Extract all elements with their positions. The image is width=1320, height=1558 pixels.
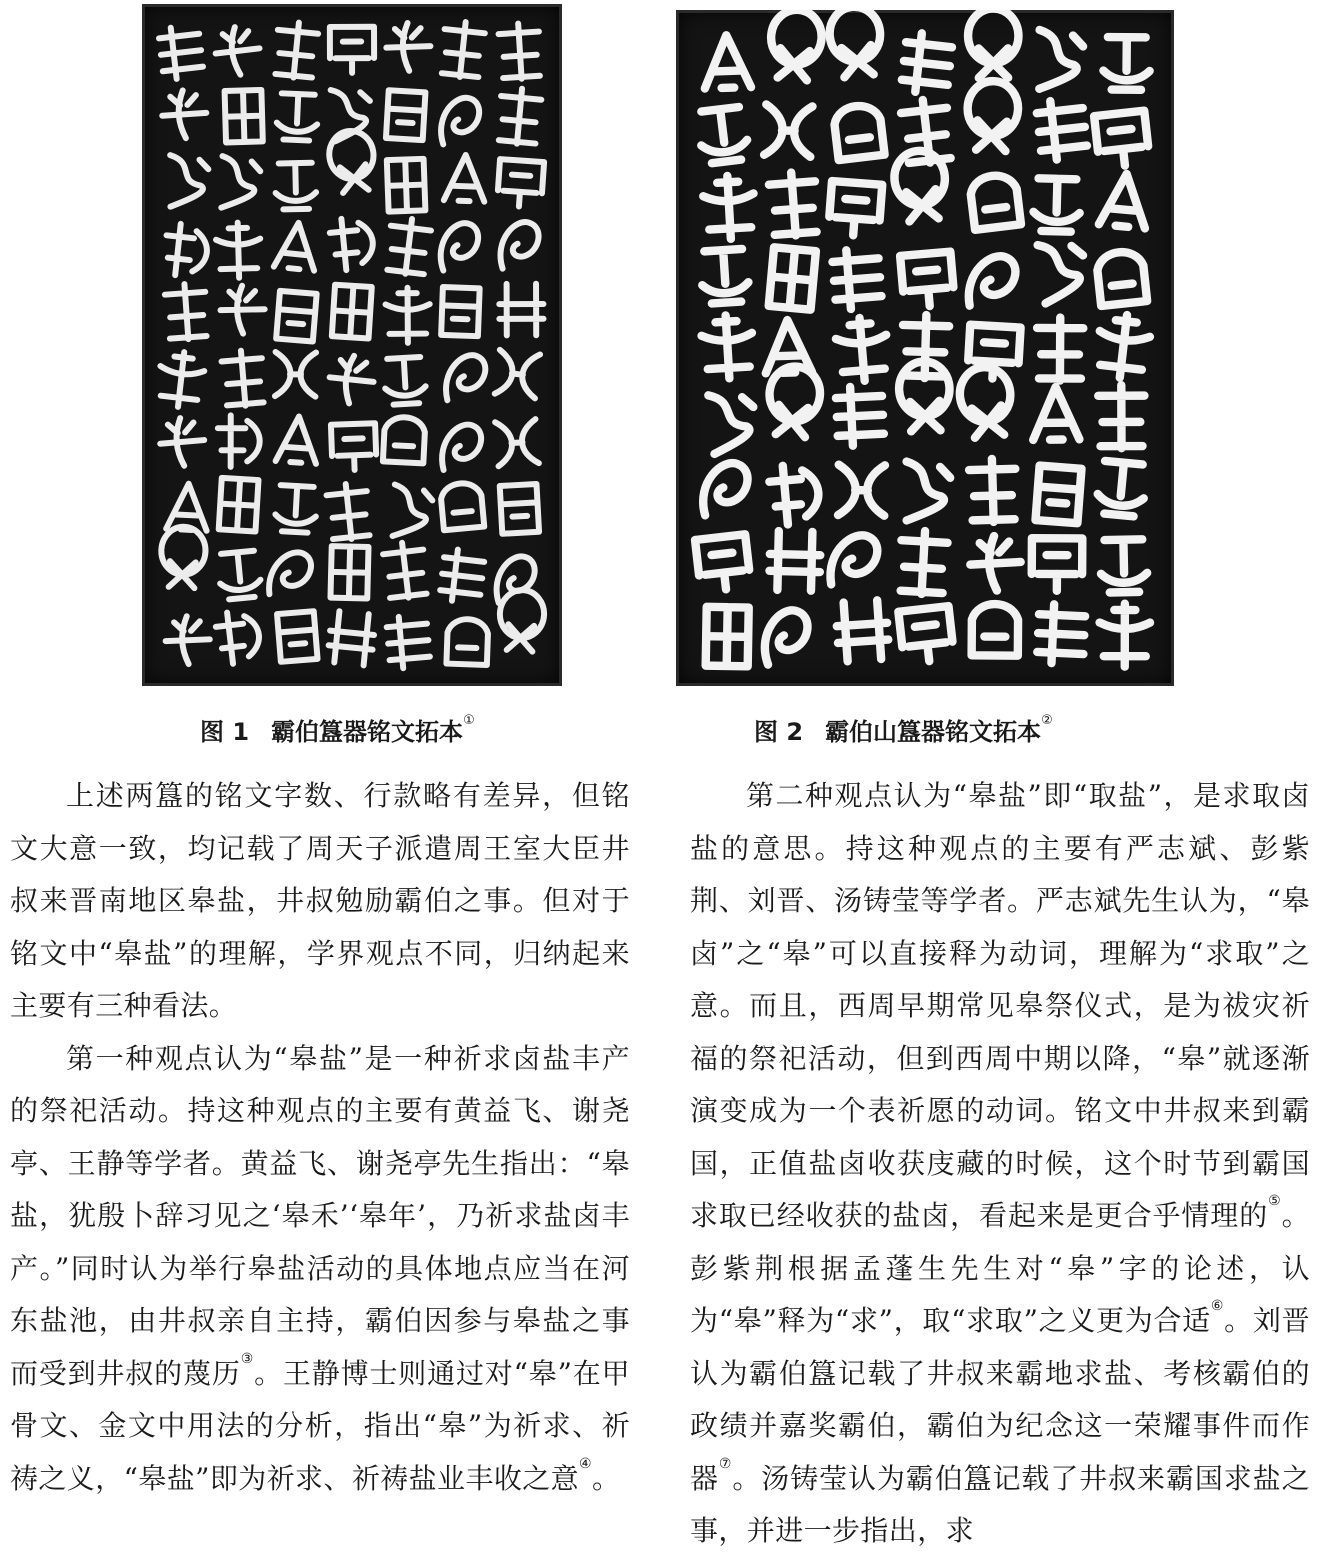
inscription-glyph [330, 546, 368, 598]
inscription-glyph [1037, 317, 1084, 380]
inscription-glyph [969, 535, 1022, 592]
paragraph-text-cont: 。刘晋认为霸伯簋记载了井叔来霸地求盐、考核霸伯的政绩并嘉奖霸伯，霸伯为纪念这一荣耀事件而作器 [690, 1304, 1311, 1495]
inscription-glyph [216, 222, 262, 278]
figure-1-number: 图 1 [200, 718, 250, 746]
footnote-mark-5[interactable]: ⑤ [1268, 1193, 1282, 1209]
inscription-glyph [277, 611, 318, 662]
inscription-glyph [1037, 30, 1084, 91]
inscription-glyph [219, 478, 259, 532]
inscription-glyph [327, 354, 376, 406]
inscription-glyph [214, 609, 262, 665]
inscription-glyph [169, 155, 209, 208]
inscription-glyph [1038, 241, 1088, 304]
footnote-mark-3[interactable]: ③ [240, 1350, 255, 1367]
inscription-glyph [164, 283, 208, 341]
inscription-glyph [700, 249, 749, 304]
figure-2-footnote-mark[interactable]: ② [1041, 713, 1053, 728]
inscription-glyph [966, 80, 1020, 152]
inscription-glyph [898, 530, 948, 595]
paragraph-text: 第一种观点认为“皋盐”是一种祈求卤盐丰产的祭祀活动。持这种观点的主要有黄益飞、谢尧亭、王静等学者。黄益飞、谢尧亭先生指出：“皋盐，犹殷卜辞习见之‘皋禾’‘皋年’，乃祈求盐卤丰产。”同时认为举行皋盐活动的具体地点应当在河东盐池，由井叔亲自主持，霸伯因参与皋盐之事而受到井叔的蔑历 [10, 1041, 630, 1390]
inscription-glyph [697, 106, 749, 164]
inscription-glyph [1036, 98, 1088, 162]
figure-2-rubbing-image [676, 10, 1174, 686]
inscription-glyph [900, 252, 955, 309]
inscription-glyph [695, 534, 751, 592]
inscription-glyph [832, 248, 883, 310]
inscription-glyph [498, 589, 546, 653]
inscription-glyph [1033, 178, 1081, 232]
inscription-glyph [498, 221, 540, 269]
inscription-glyph [1100, 539, 1147, 592]
inscription-glyph [217, 550, 262, 600]
figure-2-number: 图 2 [754, 718, 804, 746]
inscription-glyph [276, 93, 318, 141]
inscription-glyph [446, 355, 485, 400]
inscription-glyph [331, 423, 377, 471]
inscription-glyph [441, 287, 480, 336]
inscription-glyph [494, 556, 536, 604]
inscription-glyph [1103, 37, 1150, 90]
inscription-glyph [764, 104, 812, 156]
paragraph-summary [10, 770, 630, 1033]
inscription-glyph [268, 549, 312, 598]
inscription-glyph [385, 22, 431, 71]
inscription-glyph [969, 173, 1021, 230]
inscription-glyph [326, 482, 372, 541]
inscription-glyph [156, 350, 206, 410]
inscription-glyph [769, 531, 821, 591]
figure-1-title: 霸伯簋器铭文拓本 [271, 718, 464, 746]
inscription-glyph [391, 484, 434, 538]
inscription-glyph [329, 216, 376, 271]
inscription-glyph [700, 314, 754, 380]
inscription-glyph [761, 609, 811, 665]
footnote-mark-6[interactable]: ⑥ [1210, 1298, 1225, 1314]
inscription-glyph [162, 223, 209, 279]
inscription-glyph [384, 357, 427, 405]
left-text-column [10, 770, 630, 1505]
figure-2-caption [754, 712, 1053, 752]
inscription-glyph [833, 104, 885, 160]
inscription-glyph [495, 419, 539, 466]
inscription-glyph [386, 90, 425, 140]
figure-2-inscription-svg [676, 10, 1174, 686]
inscription-glyph [158, 416, 206, 467]
inscription-glyph [275, 352, 316, 397]
inscription-glyph [708, 392, 756, 454]
footnote-mark-7[interactable]: ⑦ [718, 1455, 733, 1472]
paragraph-view-one [10, 1033, 630, 1506]
inscription-glyph [898, 606, 954, 664]
inscription-glyph [905, 462, 951, 522]
inscription-glyph [327, 128, 378, 194]
inscription-glyph [835, 600, 889, 662]
inscription-glyph [969, 458, 1017, 522]
inscription-glyph [769, 247, 816, 309]
inscription-glyph [439, 97, 481, 145]
paragraph-text-end: 。 [591, 1461, 621, 1495]
inscription-glyph [273, 21, 319, 80]
inscription-glyph [276, 291, 317, 342]
inscription-glyph [385, 288, 430, 344]
figure-1-footnote-mark[interactable]: ① [463, 713, 475, 728]
inscription-glyph [1096, 461, 1147, 518]
inscription-glyph [497, 87, 542, 146]
inscription-glyph [383, 416, 426, 463]
inscription-glyph [768, 171, 819, 237]
inscription-glyph [834, 316, 889, 383]
footnote-mark-4[interactable]: ④ [579, 1455, 592, 1472]
inscription-glyph [768, 463, 821, 526]
inscription-glyph [274, 485, 317, 533]
inscription-glyph [330, 27, 374, 73]
inscription-glyph [387, 159, 426, 212]
inscription-glyph [220, 285, 265, 334]
figure-1-caption [200, 712, 475, 752]
paragraph-text-cont: 。彭紫荆根据孟蓬生先生对“皋”字的论述，认为“皋”释为“求”，取“求取”之义更为合适 [690, 1199, 1310, 1337]
inscription-glyph [166, 483, 209, 531]
paragraph-text: 第二种观点认为“皋盐”即“取盐”，是求取卤盐的意思。持这种观点的主要有严志斌、彭紫荆、刘晋、汤铸莹等学者。严志斌先生认为，“皋卤”之“皋”可以直接释为动词，理解为“求取”之意。而且，西周早期常见皋祭仪式，是为祓灾祈福的祭祀活动，但到西周中期以降，“皋”就逐渐演变成为一个表祈愿的动词。铭文中井叔来到霸国，正值盐卤收获庋藏的时候，这个时节到霸国求取已经收获的盐卤，看起来是更合乎情理的 [690, 779, 1310, 1232]
inscription-glyph [838, 465, 885, 516]
inscription-glyph [276, 415, 320, 464]
inscription-glyph [159, 526, 206, 589]
inscription-glyph [446, 619, 488, 665]
inscription-glyph [1094, 111, 1150, 169]
paragraph-text-cont: 。王静博士则通过对“皋”在甲骨文、金文中用法的分析，指出“皋”为祈求、祈祷之义，“皋盐”即为祈求、祈祷盐业丰收之意 [10, 1356, 631, 1495]
inscription-glyph [158, 25, 204, 81]
inscription-glyph [1095, 312, 1152, 380]
inscription-glyph [497, 159, 544, 208]
inscription-glyph [1098, 385, 1144, 448]
inscription-glyph [161, 89, 208, 140]
paragraph-text: 上述两簋的铭文字数、行款略有差异，但铭文大意一致，均记载了周天子派遣周王室大臣井叔来晋南地区皋盐，井叔勉励霸伯之事。但对于铭文中“皋盐”的理解，学界观点不同，归纳起来主要有三种看法。 [10, 779, 630, 1022]
inscription-glyph [327, 610, 376, 666]
inscription-glyph [957, 365, 1014, 439]
figure-2-title: 霸伯山簋器铭文拓本 [825, 718, 1042, 746]
inscription-glyph [828, 181, 882, 237]
inscription-glyph [702, 463, 748, 516]
inscription-glyph [1099, 172, 1150, 228]
inscription-glyph [495, 350, 540, 399]
figure-1-rubbing-image [142, 4, 562, 686]
inscription-glyph [442, 424, 482, 470]
inscription-glyph [767, 10, 824, 81]
inscription-glyph [386, 614, 431, 669]
inscription-glyph [901, 32, 953, 96]
inscription-glyph [1100, 604, 1151, 667]
inscription-glyph [332, 285, 372, 339]
inscription-glyph [385, 217, 432, 277]
inscription-glyph [1037, 604, 1086, 665]
inscription-glyph [1036, 466, 1082, 524]
inscription-glyph [437, 222, 481, 271]
inscription-glyph [827, 10, 884, 78]
inscription-glyph [835, 385, 884, 446]
inscription-glyph [213, 25, 262, 78]
inscription-glyph [444, 154, 486, 201]
right-text-column [690, 770, 1310, 1558]
inscription-glyph [219, 156, 261, 210]
inscription-glyph [1032, 387, 1079, 440]
inscription-glyph [440, 482, 484, 531]
inscription-glyph [225, 90, 263, 143]
inscription-glyph [439, 548, 485, 604]
inscription-glyph [968, 254, 1016, 308]
inscription-glyph [382, 540, 429, 600]
paragraph-text-end: 。汤铸莹认为霸伯簋记载了井叔来霸国求盐之事，并进一步指出，求 [690, 1461, 1310, 1547]
inscription-glyph [830, 533, 879, 588]
figure-1-inscription-svg [142, 4, 562, 686]
inscription-glyph [500, 484, 539, 534]
inscription-glyph [274, 221, 319, 271]
inscription-glyph [275, 163, 316, 210]
inscription-glyph [1032, 538, 1083, 591]
inscription-glyph [499, 284, 543, 336]
inscription-glyph [706, 607, 749, 667]
inscription-glyph [703, 35, 751, 89]
inscription-glyph [702, 175, 756, 241]
inscription-glyph [968, 10, 1019, 78]
inscription-glyph [972, 604, 1019, 656]
paragraph-view-two [690, 770, 1310, 1558]
inscription-glyph [165, 615, 211, 665]
inscription-glyph [1096, 250, 1147, 306]
inscription-glyph [498, 22, 542, 80]
inscription-glyph [221, 349, 266, 407]
inscription-glyph [440, 20, 486, 79]
inscription-glyph [218, 415, 260, 467]
